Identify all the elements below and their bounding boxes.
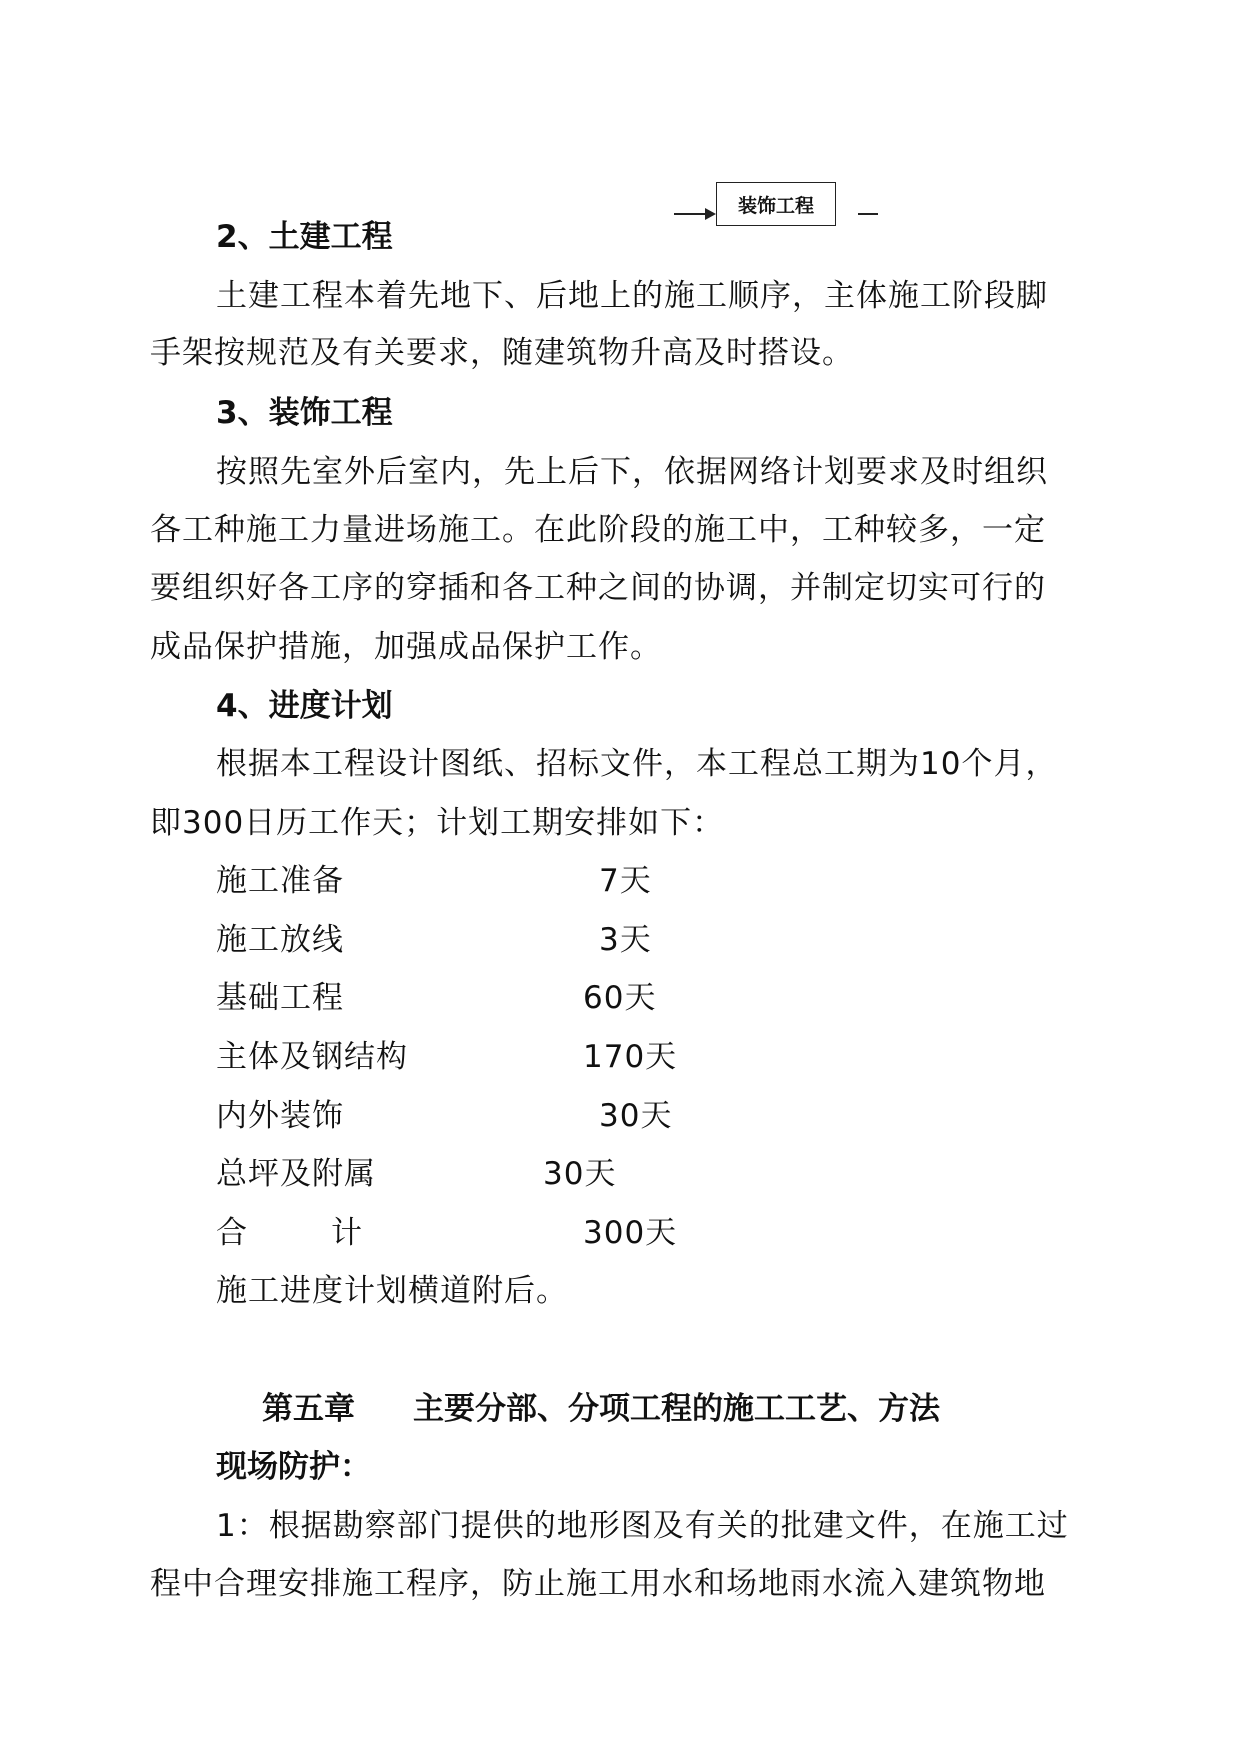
paragraph-line: 按照先室外后室内，先上后下，依据网络计划要求及时组织 — [216, 454, 1048, 490]
schedule-total-label-a: 合 — [216, 1215, 248, 1251]
flowchart-box-label: 装饰工程 — [737, 194, 814, 217]
schedule-item-name: 施工准备 — [216, 863, 344, 899]
flowchart-box — [716, 182, 836, 226]
subheading-site-protection: 现场防护： — [216, 1449, 371, 1485]
schedule-item-days: 60天 — [583, 980, 657, 1016]
flow-connector-dash — [858, 213, 878, 215]
paragraph-line: 根据本工程设计图纸、招标文件，本工程总工期为10个月， — [216, 746, 1058, 782]
paragraph-line: 要组织好各工序的穿插和各工种之间的协调，并制定切实可行的 — [150, 570, 1046, 606]
schedule-item-days: 170天 — [583, 1039, 678, 1075]
schedule-item-name: 内外装饰 — [216, 1098, 344, 1134]
schedule-item-name: 总坪及附属 — [216, 1156, 376, 1192]
paragraph-line: 手架按规范及有关要求，随建筑物升高及时搭设。 — [150, 335, 854, 371]
schedule-item-days: 30天 — [543, 1156, 617, 1192]
paragraph-line: 1：根据勘察部门提供的地形图及有关的批建文件，在施工过 — [216, 1508, 1069, 1544]
schedule-item-days: 7天 — [599, 863, 652, 899]
paragraph-line: 即300日历工作天；计划工期安排如下： — [150, 805, 725, 841]
chapter-title: 主要分部、分项工程的施工工艺、方法 — [413, 1391, 940, 1427]
schedule-item-days: 3天 — [599, 922, 652, 958]
flow-arrow-icon — [674, 213, 714, 215]
heading-decoration-works: 3、装饰工程 — [216, 395, 393, 431]
chapter-number: 第五章 — [262, 1391, 355, 1427]
schedule-item-name: 基础工程 — [216, 980, 344, 1016]
paragraph-line: 程中合理安排施工程序，防止施工用水和场地雨水流入建筑物地 — [150, 1566, 1046, 1602]
paragraph-line: 土建工程本着先地下、后地上的施工顺序，主体施工阶段脚 — [216, 278, 1048, 314]
schedule-total-label-b: 计 — [331, 1215, 363, 1251]
paragraph-line: 成品保护措施，加强成品保护工作。 — [150, 629, 662, 665]
heading-schedule: 4、进度计划 — [216, 688, 393, 724]
paragraph-line: 各工种施工力量进场施工。在此阶段的施工中，工种较多，一定 — [150, 512, 1046, 548]
schedule-total-days: 300天 — [583, 1215, 678, 1251]
schedule-note: 施工进度计划横道附后。 — [216, 1273, 568, 1309]
schedule-item-days: 30天 — [599, 1098, 673, 1134]
schedule-item-name: 施工放线 — [216, 922, 344, 958]
heading-civil-works: 2、土建工程 — [216, 219, 393, 255]
schedule-item-name: 主体及钢结构 — [216, 1039, 408, 1075]
